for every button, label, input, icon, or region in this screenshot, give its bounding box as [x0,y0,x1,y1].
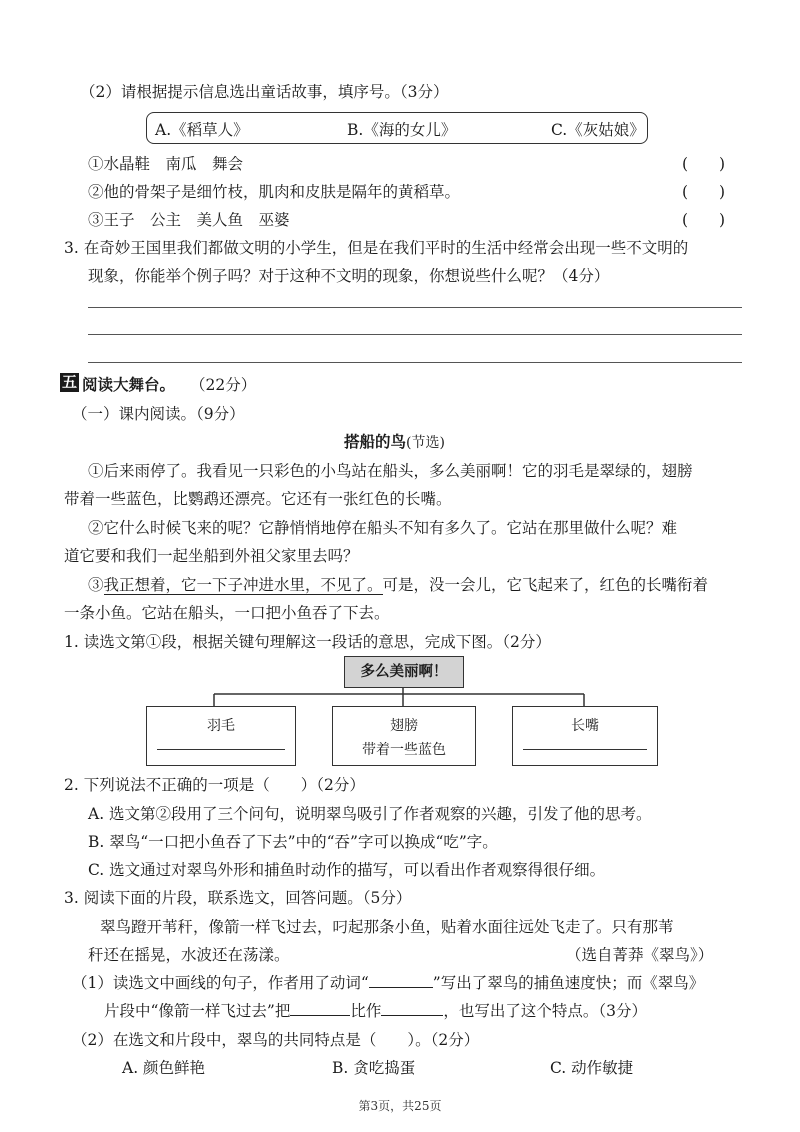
q2-option-a: A.《稻草人》 [155,121,249,139]
diagram-box-beak [512,706,658,766]
q2-answer-1[interactable]: ( ) [682,155,726,173]
excerpt-line-1: 翠鸟蹬开苇秆，像箭一样飞过去，叼起那条小鱼，贴着水面往远处飞走了。只有那苇 [100,918,674,936]
q3-line-1: 3. 在奇妙王国里我们都做文明的小学生，但是在我们平时的生活中经常会出现一些不文明的 [64,239,689,257]
question-text: 比作 [350,1002,382,1020]
passage-p1-line2: 带着一些蓝色，比鹦鹉还漂亮。它还有一张红色的长嘴。 [64,490,452,508]
passage-p1-line1: ①后来雨停了。我看见一只彩色的小鸟站在船头，多么美丽啊！它的羽毛是翠绿的，翅膀 [88,462,693,480]
excerpt-line-2: 秆还在摇晃，水波还在荡漾。 [88,946,290,964]
q2-item-2: ②他的骨架子是细竹枝，肌肉和皮肤是隔年的黄稻草。 [88,183,461,201]
reading-q2-option-c: C. 选文通过对翠鸟外形和捕鱼时动作的描写，可以看出作者观察得很仔细。 [88,861,606,879]
reading-q3-option-a: A. 颜色鲜艳 [122,1059,206,1077]
question-text: ，也写出了这个特点。（3分） [443,1002,647,1020]
q2-answer-2[interactable]: ( ) [682,183,726,201]
reading-q3-option-b: B. 贪吃捣蛋 [332,1059,416,1077]
section-number-badge: 五 [61,373,77,391]
underlined-sentence: 我正想着，它一下子冲进水里，不见了。 [103,576,383,594]
diagram-box-value: 带着一些蓝色 [362,742,446,758]
passage-text: 可是，没一会儿，它飞起来了，红色的长嘴衔着 [382,576,709,594]
passage-p2-line1: ②它什么时候飞来的呢？它静悄悄地停在船头不知有多久了。它站在那里做什么呢？难 [88,519,678,537]
diagram-box-label: 长嘴 [571,718,599,734]
q2-answer-3[interactable]: ( ) [682,211,726,229]
excerpt-source: （选自菁莽《翠鸟》） [566,946,714,964]
reading-q3-sub1-line1 [72,971,704,993]
question-text: 片段中“像箭一样飞过去”把 [104,1002,291,1020]
q2-option-c: C.《灰姑娘》 [551,121,645,139]
passage-p3-line2: 一条小鱼。它站在船头，一口把小鱼吞了下去。 [64,604,390,622]
reading-q3-sub2: （2）在选文和片段中，翠鸟的共同特点是（ ）。（2分） [72,1031,480,1049]
answer-blank[interactable] [369,973,433,988]
passage-title-text: 搭船的鸟 [344,433,407,451]
section-score: （22分） [190,376,257,394]
reading-q2-option-b: B. 翠鸟“一口把小鱼吞了下去”中的“吞”字可以换成“吃”字。 [88,833,498,851]
answer-blank[interactable] [523,749,647,750]
diagram-box-label: 翅膀 [390,718,418,734]
reading-q1: 1. 读选文第①段，根据关键句理解这一段话的意思，完成下图。（2分） [64,633,551,651]
question-text: （1）读选文中画线的句子，作者用了动词“ [72,974,369,992]
page-footer: 第3页，共25页 [358,1099,442,1113]
diagram-box-label: 羽毛 [207,718,235,734]
q2-option-b: B.《海的女儿》 [347,121,457,139]
q2-header: （2）请根据提示信息选出童话故事，填序号。（3分） [80,83,449,101]
diagram-box-wing [332,706,476,766]
reading-q3: 3. 阅读下面的片段，联系选文，回答问题。（5分） [64,889,412,907]
q2-item-1: ①水晶鞋 南瓜 舞会 [88,155,244,173]
paragraph-number: ③ [88,576,104,594]
reading-q2: 2. 下列说法不正确的一项是（ ）（2分） [64,776,365,794]
reading-q3-sub1-line2 [104,999,647,1021]
section-title: 阅读大舞台。 [82,376,176,394]
reading-q3-option-c: C. 动作敏捷 [550,1059,634,1077]
diagram-top-box: 多么美丽啊！ [344,656,464,688]
answer-blank[interactable] [157,749,285,750]
question-text: ”写出了翠鸟的捕鱼速度快；而《翠鸟》 [432,974,705,992]
diagram-box-feather [146,706,296,766]
part-heading: （一）课内阅读。（9分） [72,405,245,423]
passage-title-note: (节选) [406,435,445,451]
q2-item-3: ③王子 公主 美人鱼 巫婆 [88,211,290,229]
passage-p2-line2: 道它要和我们一起坐船到外祖父家里去吗？ [64,547,359,565]
q3-line-2: 现象，你能举个例子吗？对于这种不文明的现象，你想说些什么呢？（4分） [88,267,610,285]
answer-blank[interactable] [290,1001,350,1016]
reading-q2-option-a: A. 选文第②段用了三个问句，说明翠鸟吸引了作者观察的兴趣，引发了他的思考。 [88,805,652,823]
answer-blank[interactable] [381,1001,443,1016]
